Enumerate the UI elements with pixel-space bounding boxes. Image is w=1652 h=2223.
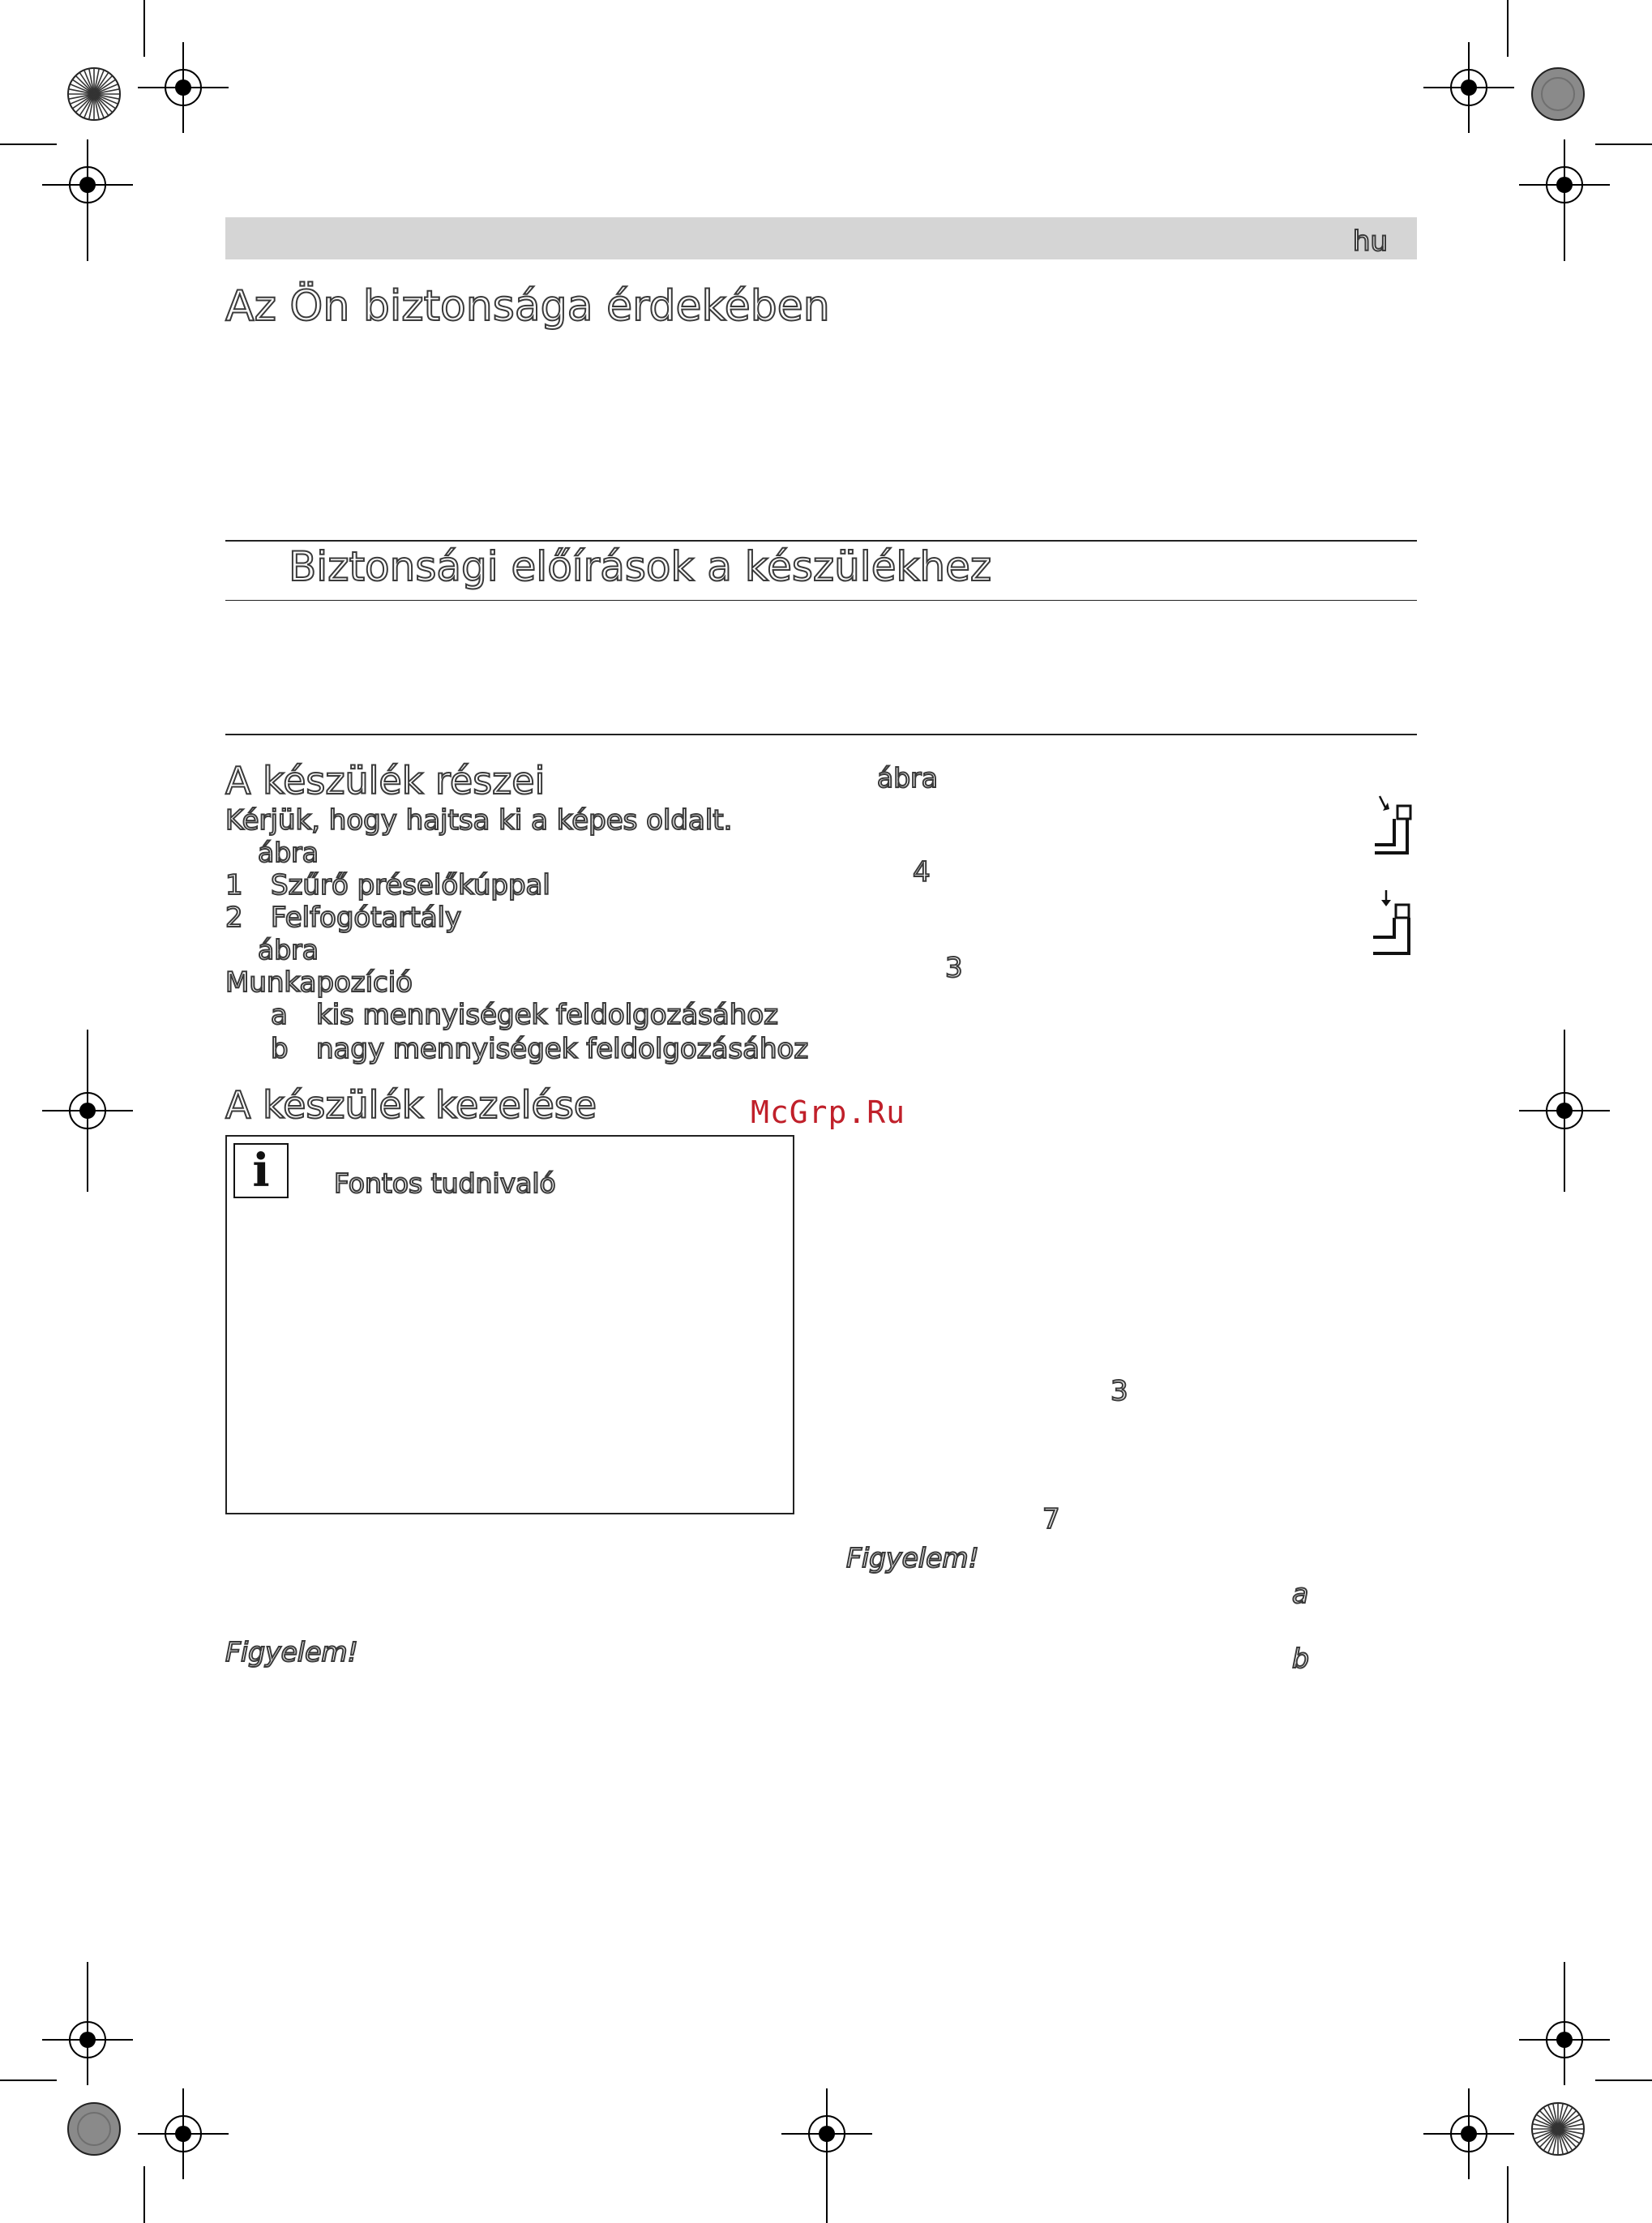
position-letter: a: [271, 999, 288, 1031]
figure-label: ábra: [258, 837, 319, 868]
divider: [225, 734, 1417, 735]
part-label: Felfogótartály: [271, 902, 462, 934]
language-header-bar: [225, 217, 1417, 259]
reference-number: 3: [945, 952, 963, 984]
position-letter: a: [1292, 1578, 1309, 1609]
watermark: McGrp.Ru: [751, 1094, 906, 1130]
section-title-usage: A készülék kezelése: [225, 1083, 597, 1127]
divider: [225, 540, 1417, 542]
figure-label: ábra: [877, 762, 938, 794]
section-title-safety: Az Ön biztonsága érdekében: [225, 282, 830, 331]
figure-label: ábra: [258, 934, 319, 966]
part-number: 2: [225, 902, 243, 934]
work-position-label: Munkapozíció: [225, 966, 413, 999]
reference-number: 4: [913, 856, 931, 889]
language-code: hu: [1352, 225, 1388, 258]
section-title-safety-rules: Biztonsági előírások a készülékhez: [289, 543, 992, 590]
section-title-parts: A készülék részei: [225, 759, 546, 803]
part-number: 1: [225, 869, 243, 902]
position-label: kis mennyiségek feldolgozásához: [316, 999, 778, 1031]
reference-number: 7: [1042, 1503, 1060, 1536]
part-label: Szűrő préselőkúppal: [271, 869, 550, 902]
info-icon: i: [233, 1143, 289, 1198]
parts-intro: Kérjük, hogy hajtsa ki a képes oldalt.: [225, 804, 733, 837]
appliance-position-b-icon: [1370, 889, 1419, 958]
warning-label: Figyelem!: [846, 1542, 979, 1574]
info-box-title: Fontos tudnivaló: [334, 1167, 556, 1199]
appliance-position-a-icon: [1370, 795, 1419, 859]
reference-number: 3: [1111, 1375, 1128, 1407]
info-box: [225, 1135, 794, 1514]
position-letter: b: [1292, 1643, 1309, 1674]
position-letter: b: [271, 1033, 289, 1065]
divider: [225, 600, 1417, 601]
warning-label: Figyelem!: [225, 1636, 358, 1668]
position-label: nagy mennyiségek feldolgozásához: [316, 1033, 809, 1065]
